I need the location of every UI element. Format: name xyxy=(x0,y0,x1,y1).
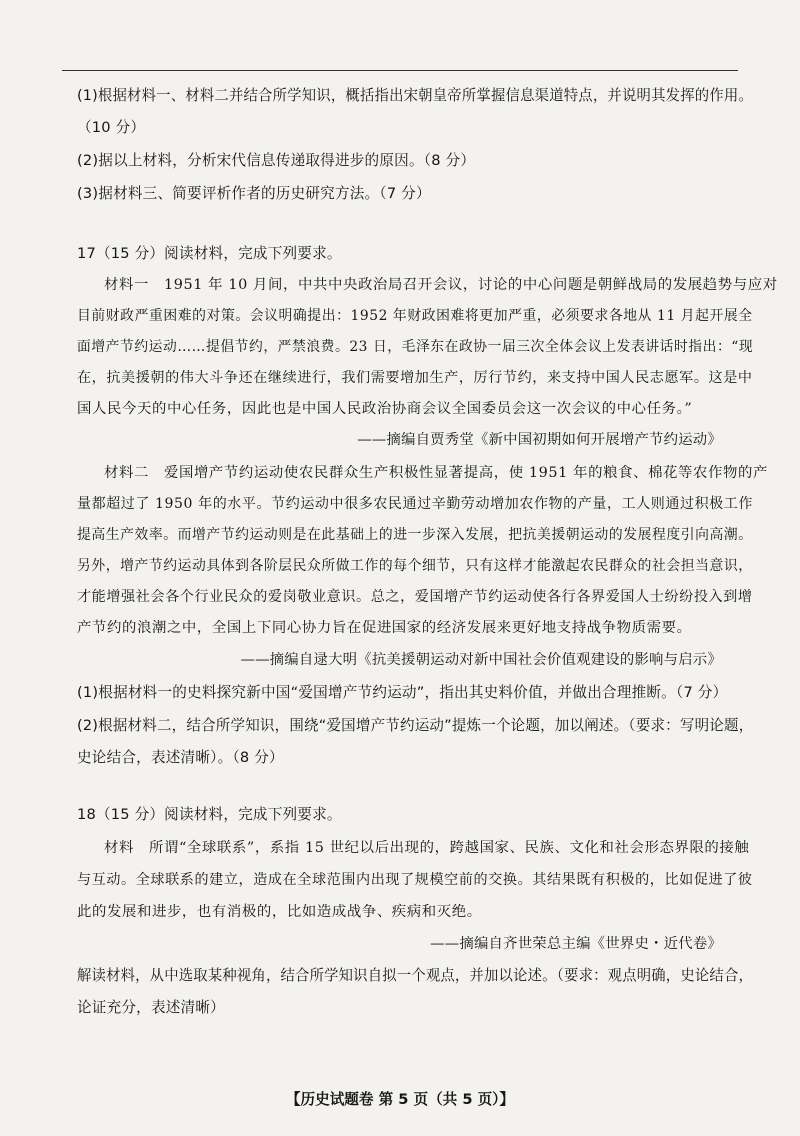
q17-material1-line: 面增产节约运动……提倡节约，严禁浪费。23 日，毛泽东在政协一届三次全体会议上发表讲话时指出：“现 xyxy=(77,339,754,355)
q17-sub1: (1)根据材料一的史料探究新中国“爱国增产节约运动”，指出其史料价值，并做出合理推断。（7 分） xyxy=(77,684,728,701)
q18-heading: 18（15 分）阅读材料，完成下列要求。 xyxy=(77,806,342,823)
q17-material1-line: 国人民今天的中心任务，因此也是中国人民政治协商会议全国委员会这一次会议的中心任务。” xyxy=(77,401,693,417)
q17-source2: ——摘编自逯大明《抗美援朝运动对新中国社会价值观建设的影响与启示》 xyxy=(240,652,722,668)
q18-source: ——摘编自齐世荣总主编《世界史・近代卷》 xyxy=(430,936,722,952)
q18-material-line: 与互动。全球联系的建立，造成在全球范围内出现了规模空前的交换。其结果既有积极的，比如促进了彼 xyxy=(77,872,753,888)
q16-sub1-line2: （10 分） xyxy=(77,119,146,136)
q17-material2-line: 提高生产效率。而增产节约运动则是在此基础上的进一步深入发展，把抗美援朝运动的发展程度引向高潮。 xyxy=(77,527,753,543)
q17-material2-line: 产节约的浪潮之中，全国上下同心协力旨在促进国家的经济发展来更好地支持战争物质需要。 xyxy=(77,620,692,636)
q17-material1-line: 材料一 1951 年 10 月间，中共中央政治局召开会议，讨论的中心问题是朝鲜战局的发展趋势与应对 xyxy=(104,277,778,293)
q17-material2-line: 量都超过了 1950 年的水平。节约运动中很多农民通过辛勤劳动增加农作物的产量，工人则通过积极工作 xyxy=(77,496,753,512)
q17-material1-line: 目前财政严重困难的对策。会议明确提出：1952 年财政困难将更加严重，必须要求各地从 11 月起开展全 xyxy=(77,308,753,324)
q17-sub2-line2: 史论结合，表述清晰）。（8 分） xyxy=(77,749,284,766)
q16-sub1-line1: (1)根据材料一、材料二并结合所学知识，概括指出宋朝皇帝所掌握信息渠道特点，并说明其发挥的作用。 xyxy=(77,87,753,104)
q17-material2-line: 才能增强社会各个行业民众的爱岗敬业意识。总之，爱国增产节约运动使各行各界爱国人士纷纷投入到增 xyxy=(77,589,753,605)
q16-sub2: (2)据以上材料，分析宋代信息传递取得进步的原因。（8 分） xyxy=(77,152,476,169)
q18-material-line: 材料 所谓“全球联系”，系指 15 世纪以后出现的，跨越国家、民族、文化和社会形态界限的接触 xyxy=(104,840,750,856)
q17-sub2-line1: (2)根据材料二，结合所学知识，围绕“爱国增产节约运动”提炼一个论题，加以阐述。（要求：写明论题， xyxy=(77,717,754,734)
page-footer: 【历史试题卷 第 5 页（共 5 页）】 xyxy=(285,1091,515,1108)
q17-material2-line: 另外，增产节约运动具体到各阶层民众所做工作的每个细节，只有这样才能激起农民群众的社会担当意识， xyxy=(77,558,753,574)
q17-material1-line: 在，抗美援朝的伟大斗争还在继续进行，我们需要增加生产，厉行节约，来支持中国人民志愿军。这是中 xyxy=(77,370,753,386)
q18-material-line: 此的发展和进步，也有消极的，比如造成战争、疾病和灭绝。 xyxy=(77,904,482,920)
q18-task-line1: 解读材料，从中选取某种视角，结合所学知识自拟一个观点，并加以论述。（要求：观点明确，史论结合， xyxy=(77,967,754,984)
q16-sub3: (3)据材料三、简要评析作者的历史研究方法。（7 分） xyxy=(77,185,431,202)
q17-material2-line: 材料二 爱国增产节约运动使农民群众生产积极性显著提高，使 1951 年的粮食、棉花等农作物的产 xyxy=(104,465,768,481)
q18-task-line2: 论证充分，表述清晰） xyxy=(77,999,225,1016)
q17-heading: 17（15 分）阅读材料，完成下列要求。 xyxy=(77,245,342,262)
q17-source1: ——摘编自贾秀堂《新中国初期如何开展增产节约运动》 xyxy=(357,432,722,448)
top-divider xyxy=(62,70,738,71)
